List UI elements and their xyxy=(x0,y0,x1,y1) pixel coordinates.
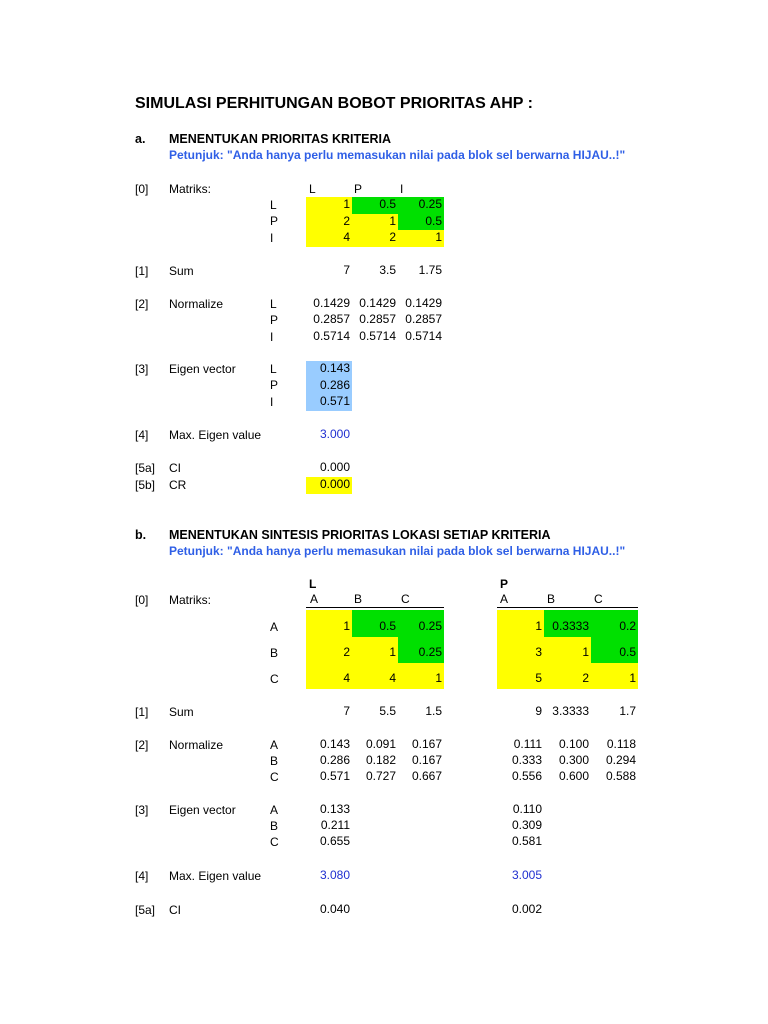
normalize-value: 0.1429 xyxy=(405,296,442,310)
step-5a-b: [5a] xyxy=(135,903,156,917)
matrix-title-P: P xyxy=(500,577,509,591)
normalize-label-a: Normalize xyxy=(169,297,224,311)
matriks-label-a: Matriks: xyxy=(169,182,211,196)
section-a-letter: a. xyxy=(135,132,146,146)
eigen-value: 0.581 xyxy=(511,834,542,848)
eigen-label-b: Eigen vector xyxy=(169,803,236,817)
normalize-value: 0.5714 xyxy=(405,329,442,343)
page-title: SIMULASI PERHITUNGAN BOBOT PRIORITAS AHP : xyxy=(135,95,533,112)
normalize-value: 0.182 xyxy=(365,753,396,767)
cr-value: 0.000 xyxy=(306,477,352,494)
cr-label-a: CR xyxy=(169,478,187,492)
matrix-cell[interactable]: 3 xyxy=(497,637,544,663)
matriks-label-b: Matriks: xyxy=(169,593,211,607)
matrix-cell[interactable]: 2 xyxy=(544,663,591,689)
normalize-value: 0.2857 xyxy=(405,312,442,326)
ci-label-b: CI xyxy=(169,903,181,917)
section-b-heading: MENENTUKAN SINTESIS PRIORITAS LOKASI SETIAP KRITERIA xyxy=(169,528,551,542)
row-label-B: B xyxy=(270,646,279,660)
normalize-value: 0.294 xyxy=(605,753,636,767)
normalize-value: 0.286 xyxy=(319,753,350,767)
normalize-value: 0.1429 xyxy=(313,296,350,310)
header-L: L xyxy=(309,182,316,196)
matrix-cell[interactable]: 1 xyxy=(497,610,544,637)
row-label-P: P xyxy=(270,378,279,392)
sum-value: 9 xyxy=(535,704,542,718)
max-eigen-value: 3.000 xyxy=(319,427,350,441)
normalize-value: 0.111 xyxy=(513,737,542,751)
matrix-cell[interactable]: 1 xyxy=(544,637,591,663)
normalize-value: 0.600 xyxy=(558,769,589,783)
normalize-value: 0.333 xyxy=(511,753,542,767)
normalize-value: 0.118 xyxy=(606,737,636,751)
row-label-A: A xyxy=(270,738,279,752)
row-label-L: L xyxy=(270,362,277,376)
normalize-value: 0.091 xyxy=(365,737,396,751)
sum-label-b: Sum xyxy=(169,705,194,719)
matrix-cell[interactable]: 2 xyxy=(306,214,352,230)
sum-value: 3.5 xyxy=(379,263,396,277)
matrix-cell[interactable]: 4 xyxy=(306,230,352,247)
section-a-hint: Petunjuk: "Anda hanya perlu memasukan nilai pada blok sel berwarna HIJAU..!" xyxy=(169,148,626,162)
sum-label-a: Sum xyxy=(169,264,194,278)
eigen-value: 0.286 xyxy=(306,378,352,394)
row-label-I: I xyxy=(270,231,274,245)
matrix-title-L: L xyxy=(309,577,317,591)
sum-value: 3.3333 xyxy=(552,704,589,718)
step-4-b: [4] xyxy=(135,869,149,883)
eigen-value: 0.211 xyxy=(320,818,350,832)
eigen-value: 0.110 xyxy=(512,802,542,816)
step-4-a: [4] xyxy=(135,428,149,442)
normalize-value: 0.143 xyxy=(319,737,350,751)
header-I: I xyxy=(400,182,404,196)
eigen-value: 0.655 xyxy=(319,834,350,848)
row-label-B: B xyxy=(270,819,279,833)
normalize-value: 0.167 xyxy=(411,753,442,767)
matrix-cell[interactable]: 5 xyxy=(497,663,544,689)
matrix-cell-input[interactable]: 0.2 xyxy=(591,610,638,637)
row-label-C: C xyxy=(270,672,279,686)
section-b-hint: Petunjuk: "Anda hanya perlu memasukan nilai pada blok sel berwarna HIJAU..!" xyxy=(169,544,626,558)
sum-value: 1.5 xyxy=(425,704,442,718)
sum-value: 7 xyxy=(343,263,350,277)
normalize-value: 0.2857 xyxy=(313,312,350,326)
header-P: P xyxy=(354,182,363,196)
matrix-cell[interactable]: 2 xyxy=(352,230,398,247)
normalize-value: 0.588 xyxy=(605,769,636,783)
header-P-A: A xyxy=(500,592,509,606)
max-eigen-value: 3.080 xyxy=(319,868,350,882)
normalize-value: 0.667 xyxy=(411,769,442,783)
matrix-cell-input[interactable]: 0.3333 xyxy=(544,610,591,637)
matrix-cell[interactable]: 1 xyxy=(591,663,638,689)
step-1-a: [1] xyxy=(135,264,149,278)
eigen-value: 0.143 xyxy=(306,361,352,378)
row-label-B: B xyxy=(270,754,279,768)
normalize-value: 0.100 xyxy=(558,737,589,751)
sum-value: 1.75 xyxy=(418,263,442,277)
matrix-cell-input[interactable]: 0.5 xyxy=(352,610,398,637)
eigen-value: 0.571 xyxy=(306,394,352,411)
matrix-cell[interactable]: 1 xyxy=(352,637,398,663)
max-eigen-label-b: Max. Eigen value xyxy=(169,869,262,883)
step-0-a: [0] xyxy=(135,182,149,196)
row-label-A: A xyxy=(270,803,279,817)
step-5a-a: [5a] xyxy=(135,461,156,475)
eigen-label-a: Eigen vector xyxy=(169,362,236,376)
header-P-C: C xyxy=(594,592,603,606)
row-label-A: A xyxy=(270,620,279,634)
normalize-value: 0.167 xyxy=(411,737,442,751)
normalize-value: 0.727 xyxy=(365,769,396,783)
matrix-cell-input[interactable]: 0.5 xyxy=(398,214,444,230)
row-label-P: P xyxy=(270,214,279,228)
matrix-cell-input[interactable]: 0.25 xyxy=(398,197,444,214)
matrix-cell[interactable]: 1 xyxy=(306,197,352,214)
normalize-value: 0.1429 xyxy=(359,296,396,310)
header-L-A: A xyxy=(310,592,319,606)
section-b-letter: b. xyxy=(135,528,147,542)
matrix-cell[interactable]: 1 xyxy=(306,610,352,637)
normalize-value: 0.571 xyxy=(319,769,350,783)
sum-value: 5.5 xyxy=(379,704,396,718)
header-L-B: B xyxy=(354,592,363,606)
step-0-b: [0] xyxy=(135,593,149,607)
matrix-cell-input[interactable]: 0.25 xyxy=(398,610,444,637)
normalize-value: 0.5714 xyxy=(359,329,396,343)
row-label-I: I xyxy=(270,330,274,344)
row-label-C: C xyxy=(270,835,279,849)
header-P-B: B xyxy=(547,592,556,606)
row-label-C: C xyxy=(270,770,279,784)
matrix-cell-input[interactable]: 0.5 xyxy=(352,197,398,214)
row-label-P: P xyxy=(270,313,279,327)
step-2-a: [2] xyxy=(135,297,149,311)
normalize-value: 0.300 xyxy=(558,753,589,767)
matrix-cell[interactable]: 4 xyxy=(306,663,352,689)
sum-value: 7 xyxy=(343,704,350,718)
step-3-b: [3] xyxy=(135,803,149,817)
eigen-value: 0.133 xyxy=(319,802,350,816)
header-L-C: C xyxy=(401,592,410,606)
header-underline-P xyxy=(497,591,638,608)
ci-value: 0.040 xyxy=(319,902,350,916)
ci-label-a: CI xyxy=(169,461,181,475)
sum-value: 1.7 xyxy=(619,704,636,718)
row-label-I: I xyxy=(270,395,274,409)
ci-value: 0.000 xyxy=(319,460,350,474)
matrix-cell[interactable]: 1 xyxy=(398,230,444,247)
header-underline-L xyxy=(306,591,444,608)
max-eigen-value: 3.005 xyxy=(511,868,542,882)
step-5b-a: [5b] xyxy=(135,478,156,492)
normalize-label-b: Normalize xyxy=(169,738,224,752)
step-2-b: [2] xyxy=(135,738,149,752)
matrix-cell[interactable]: 2 xyxy=(306,637,352,663)
matrix-cell[interactable]: 4 xyxy=(352,663,398,689)
row-label-L: L xyxy=(270,297,277,311)
matrix-cell[interactable]: 1 xyxy=(398,663,444,689)
normalize-value: 0.2857 xyxy=(359,312,396,326)
step-3-a: [3] xyxy=(135,362,149,376)
normalize-value: 0.556 xyxy=(511,769,542,783)
section-a-heading: MENENTUKAN PRIORITAS KRITERIA xyxy=(169,132,391,146)
matrix-cell[interactable]: 1 xyxy=(352,214,398,230)
matrix-cell-input[interactable]: 0.25 xyxy=(398,637,444,663)
normalize-value: 0.5714 xyxy=(313,329,350,343)
ci-value: 0.002 xyxy=(511,902,542,916)
matrix-cell-input[interactable]: 0.5 xyxy=(591,637,638,663)
row-label-L: L xyxy=(270,198,277,212)
step-1-b: [1] xyxy=(135,705,149,719)
eigen-value: 0.309 xyxy=(511,818,542,832)
max-eigen-label-a: Max. Eigen value xyxy=(169,428,262,442)
